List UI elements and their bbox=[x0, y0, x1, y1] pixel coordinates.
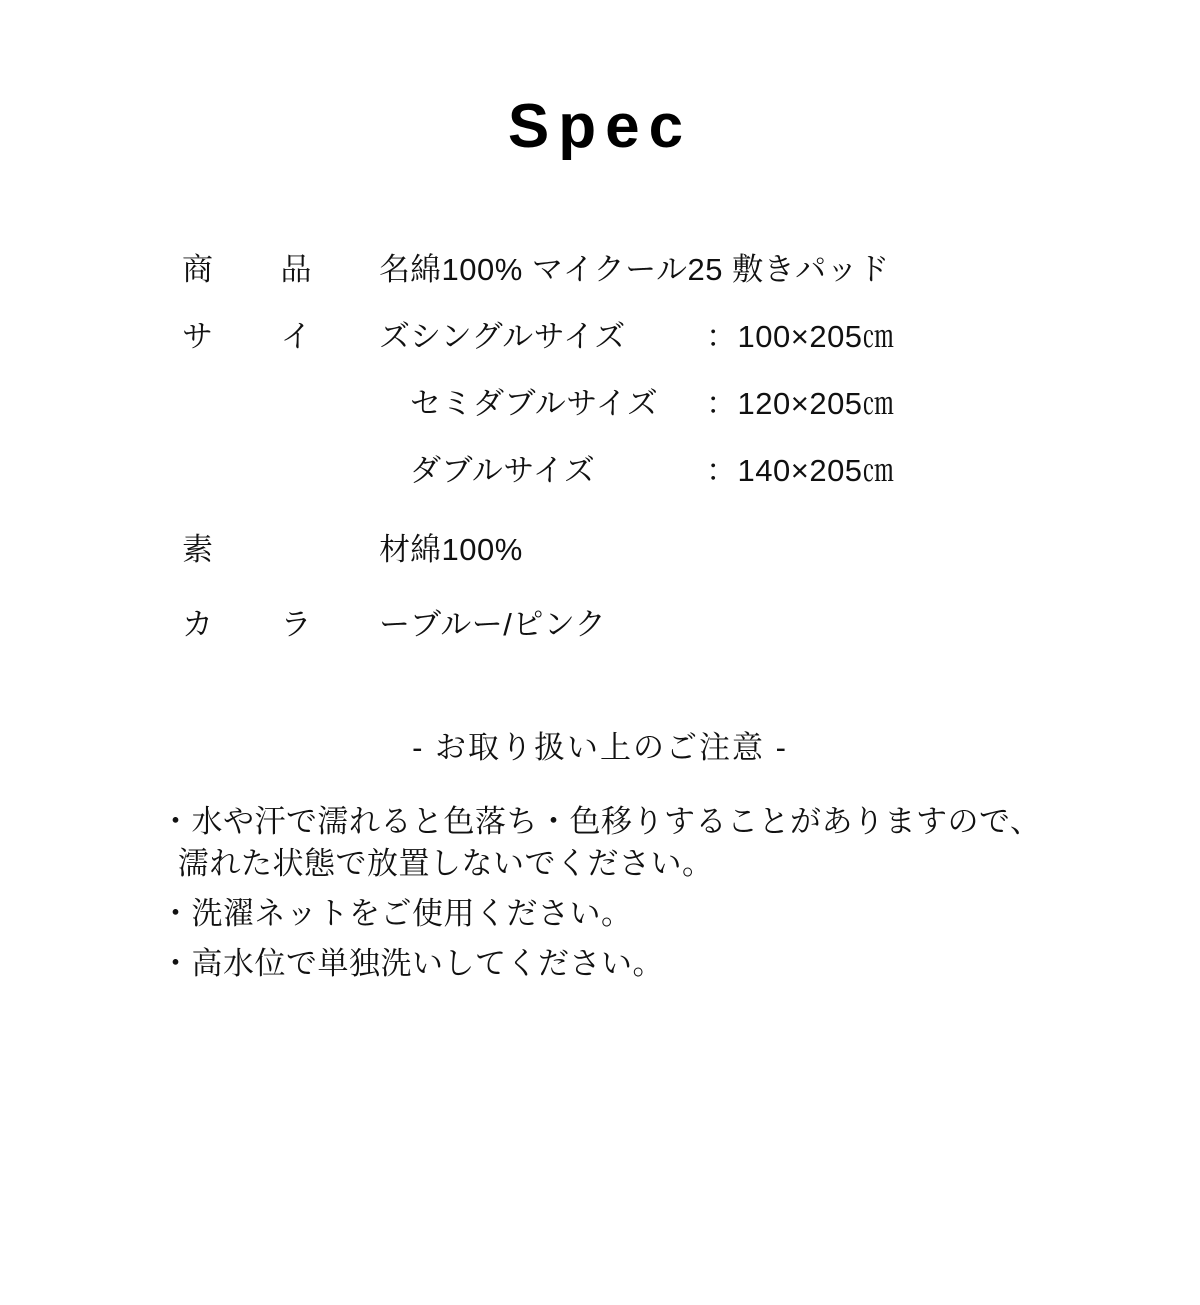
notice-item-line: ・水や汗で濡れると色落ち・色移りすることがありますので、 bbox=[160, 804, 1042, 839]
size-value-semidouble: 120×205㎝ bbox=[737, 386, 895, 421]
spec-value-material: 綿100% bbox=[410, 532, 523, 567]
page-title: Spec bbox=[507, 92, 693, 161]
spec-label-spacer bbox=[182, 378, 410, 423]
spec-row-size-semidouble bbox=[182, 378, 1042, 423]
spec-page bbox=[0, 92, 1200, 1305]
size-name-double: ダブルサイズ bbox=[410, 453, 596, 488]
spec-label-char: イ bbox=[280, 319, 312, 354]
size-value-single: 100×205㎝ bbox=[737, 319, 895, 354]
spec-label-size bbox=[182, 311, 410, 356]
spec-label-char: ー bbox=[379, 607, 410, 642]
spec-label-char: カ bbox=[182, 607, 213, 642]
spec-value-size-semidouble bbox=[410, 378, 894, 423]
notice-list bbox=[160, 801, 1060, 984]
spec-row-product-name bbox=[182, 244, 1042, 289]
spec-label-char: サ bbox=[182, 319, 213, 354]
notice-heading: - お取り扱い上のご注意 - bbox=[412, 730, 788, 765]
spec-label-char: 商 bbox=[182, 252, 213, 287]
notice-item bbox=[160, 801, 1060, 885]
spec-label-spacer bbox=[182, 445, 410, 490]
spec-row-color bbox=[182, 599, 1042, 644]
spec-value-product-name: 綿100% マイクール25 敷きパッド bbox=[410, 252, 890, 287]
size-separator: ： bbox=[706, 319, 738, 354]
spec-value-color: ブルー/ピンク bbox=[410, 607, 607, 642]
spec-label-material bbox=[182, 524, 410, 569]
size-name-single: シングルサイズ bbox=[410, 319, 626, 354]
spec-label-product-name bbox=[182, 244, 410, 289]
size-value-double: 140×205㎝ bbox=[737, 453, 895, 488]
notice-item-line-cont: 濡れた状態で放置しないでください。 bbox=[178, 845, 714, 881]
size-name-semidouble: セミダブルサイズ bbox=[410, 386, 659, 421]
spec-row-material bbox=[182, 524, 1042, 569]
spec-row-size bbox=[182, 311, 1042, 356]
spec-table bbox=[182, 244, 1042, 644]
spec-label-char: 素 bbox=[182, 532, 213, 567]
spec-label-color bbox=[182, 599, 410, 644]
spec-value-size-single bbox=[410, 311, 894, 356]
spec-label-char: 名 bbox=[379, 252, 410, 287]
spec-label-char: ラ bbox=[280, 607, 312, 642]
size-separator: ： bbox=[706, 386, 738, 421]
spec-label-char: 材 bbox=[379, 532, 410, 567]
notice-item bbox=[160, 943, 1060, 985]
notice-item-line: ・洗濯ネットをご使用ください。 bbox=[160, 895, 633, 931]
spec-label-char: ズ bbox=[379, 319, 410, 354]
spec-row-size-double bbox=[182, 445, 1042, 490]
size-separator: ： bbox=[706, 453, 738, 488]
spec-value-size-double bbox=[410, 445, 894, 490]
spec-label-char: 品 bbox=[280, 252, 312, 287]
notice-item-line: ・高水位で単独洗いしてください。 bbox=[160, 945, 664, 981]
notice-item bbox=[160, 893, 1060, 935]
